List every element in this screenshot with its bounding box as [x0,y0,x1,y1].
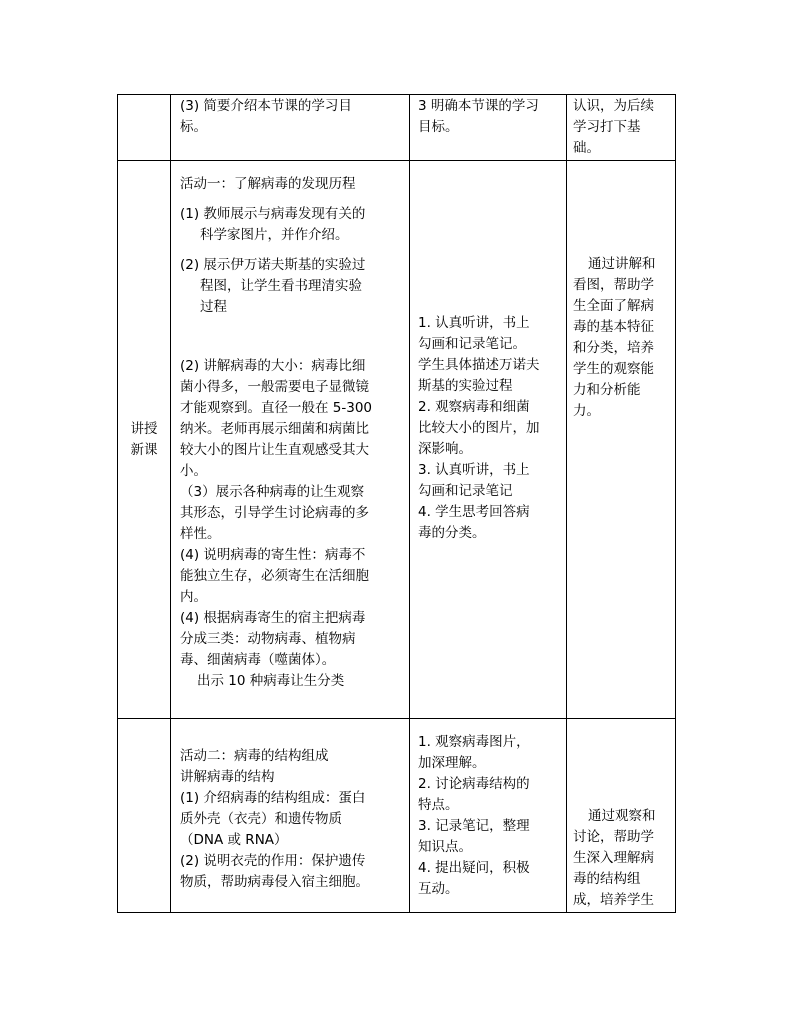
design-intent-cell [567,719,676,913]
text-line: 较大小的图片让生直观感受其大 [180,442,369,458]
text-line: 3 明确本节课的学习 [418,98,539,114]
student-activity-cell [410,161,567,719]
text-line: 力和分析能 [573,382,641,398]
student-activity-cell [410,719,567,913]
text-line: 学生的观察能 [573,361,654,377]
text-line: 深影响。 [418,441,472,457]
text-line: 生全面了解病 [573,298,654,314]
text-line: 小。 [180,463,207,479]
text-line: 菌小得多，一般需要电子显微镜 [180,379,369,395]
text-line: 学生具体描述万诺夫 [418,357,540,373]
text-line: 认识，为后续 [573,98,654,114]
text-line: 2. 观察病毒和细菌 [418,399,530,415]
text-line: 物质，帮助病毒侵入宿主细胞。 [180,874,369,890]
text-line: 学习打下基 [573,119,641,135]
text-line: 目标。 [418,119,459,135]
stage-cell [118,161,171,719]
text-line: （3）展示各种病毒的让生观察 [180,484,365,500]
text-line: 毒的分类。 [418,525,486,541]
text-line: 看图，帮助学 [573,277,654,293]
text-line: 生深入理解病 [573,850,654,866]
text-line: 才能观察到。直径一般在 5-300 [180,400,373,416]
text-line: 样性。 [180,526,221,542]
text-line: 3. 认真听讲，书上 [418,462,530,478]
text-line: 1. 观察病毒图片， [418,734,530,750]
text-line: (1) 介绍病毒的结构组成：蛋白 [180,790,366,806]
text-line: (2) 讲解病毒的大小：病毒比细 [180,358,366,374]
design-intent-cell [567,161,676,719]
text-line: 程图，让学生看书理清实验 [200,278,362,294]
table-row [118,95,676,161]
design-intent-cell [567,95,676,161]
text-line: 2. 讨论病毒结构的 [418,776,530,792]
text-line: 础。 [573,140,600,156]
stage-cell [118,95,171,161]
text-line: 毒、细菌病毒（噬菌体）。 [180,652,336,668]
text-line: (1) 教师展示与病毒发现有关的 [180,206,366,222]
text-line: （DNA 或 RNA） [180,832,288,848]
stage-cell [118,719,171,913]
text-line: 4. 学生思考回答病 [418,504,530,520]
text-line: 毒的基本特征 [573,319,654,335]
table-row [118,161,676,719]
text-line: 其形态，引导学生讨论病毒的多 [180,505,369,521]
text-line: 4. 提出疑问，积极 [418,860,530,876]
student-activity-cell [410,95,567,161]
text-line: 特点。 [418,797,459,813]
text-line: 质外壳（衣壳）和遗传物质 [180,811,342,827]
activity-title: 活动二：病毒的结构组成 [180,748,329,764]
text-line: 加深理解。 [418,755,486,771]
text-line: 过程 [200,299,227,315]
text-line: 纳米。老师再展示细菌和病菌比 [180,421,369,437]
teacher-activity-cell [171,719,410,913]
text-line: 讨论，帮助学 [573,829,654,845]
text-line: (2) 说明衣壳的作用：保护遗传 [180,853,366,869]
teacher-activity-cell [171,161,410,719]
text-line: 标。 [180,119,207,135]
teacher-activity-cell [171,95,410,161]
text-line: 出示 10 种病毒让生分类 [197,673,345,689]
text-line: 通过讲解和 [588,256,656,272]
text-line: (4) 根据病毒寄生的宿主把病毒 [180,610,366,626]
activity-title: 活动一：了解病毒的发现历程 [180,176,356,192]
text-line: 成，培养学生 [573,892,654,908]
text-line: 比较大小的图片，加 [418,420,540,436]
text-line: 勾画和记录笔记。 [418,336,526,352]
text-line: 斯基的实验过程 [418,378,513,394]
text-line: 1. 认真听讲，书上 [418,315,530,331]
lesson-plan-table [117,94,676,913]
stage-label: 讲授 [130,420,158,437]
text-line: 讲解病毒的结构 [180,769,275,785]
stage-label: 新课 [130,441,158,458]
table-row [118,719,676,913]
text-line: 分成三类：动物病毒、植物病 [180,631,356,647]
text-line: 勾画和记录笔记 [418,483,513,499]
text-line: 能独立生存，必须寄生在活细胞 [180,568,369,584]
text-line: 互动。 [418,881,459,897]
text-line: 通过观察和 [588,808,656,824]
text-line: 3. 记录笔记，整理 [418,818,530,834]
text-line: (2) 展示伊万诺夫斯基的实验过 [180,257,366,273]
text-line: 毒的结构组 [573,871,641,887]
text-line: 力。 [573,403,600,419]
text-line: 科学家图片，并作介绍。 [200,227,349,243]
text-line: (3) 简要介绍本节课的学习目 [180,98,352,114]
text-line: (4) 说明病毒的寄生性：病毒不 [180,547,366,563]
text-line: 和分类，培养 [573,340,654,356]
text-line: 内。 [180,589,207,605]
text-line: 知识点。 [418,839,472,855]
